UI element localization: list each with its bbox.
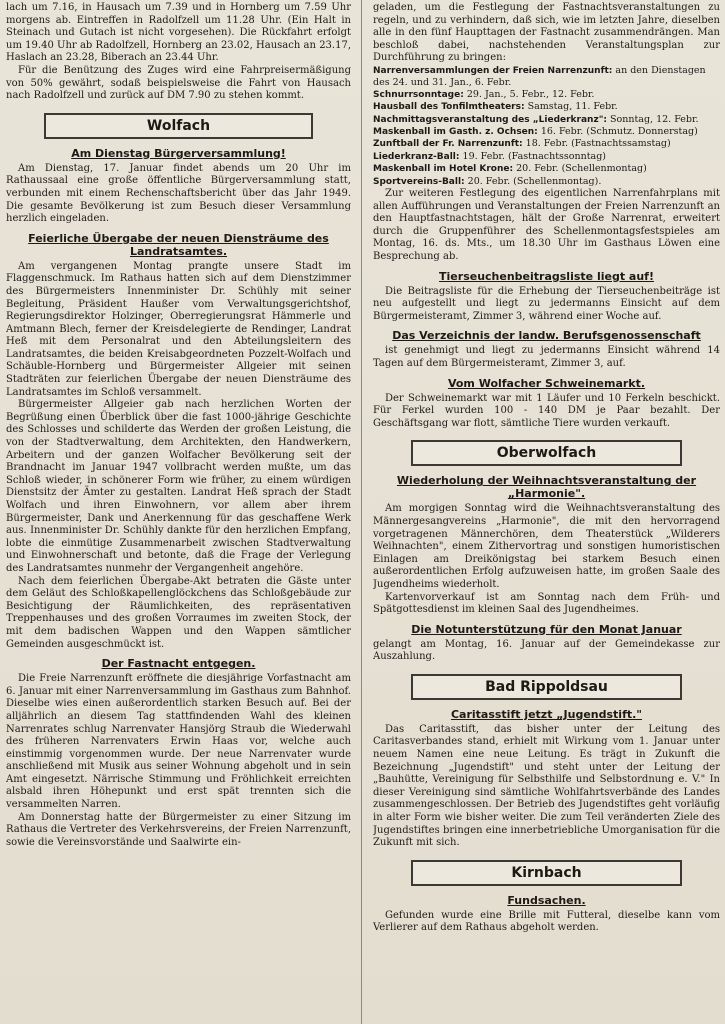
article-landratsamt-1: Am vergangenen Montag prangte unsere Stadt im Flaggenschmuck. Im Rathaus hatten sich auf dem Dienstzimmer des Bürgermeisters Innenminister Dr. Schühly mit seiner Begleitung, Präsident Haußer vom Verwaltungsgerichtshof, Regierungsdirektor Holzinger, Oberregierungsrat Hämmerle und Amtmann Blech, ferner der Kreisdelegierte de Rendinger, Landrat Heß mit dem Personalrat und den Abteilungsleitern des Landratsamtes, die beiden Kreisabgeordneten Pozzelt-Wolfach und Schäuble-Hornberg und Bürgermeister Allgeier mit seinen Stadträten zur feierlichen Übergabe der neuen Diensträume des Landratsamtes im Schloß versammelt.	[6, 260, 351, 398]
event-item: Hausball des Tonfilmtheaters: Samstag, 11. Febr.	[373, 101, 618, 113]
headline-landratsamt: Feierliche Übergabe der neuen Diensträume des Landratsamtes.	[28, 231, 329, 258]
headline-notunterstuetzung: Die Notunterstützung für den Monat Januar	[411, 622, 682, 636]
article-narrenfahrplan: Zur weiteren Festlegung des eigentlichen Narrenfahrplans mit allen Aufführungen und Veranstaltungen der Freien Narrenzunft an den Hauptfastnachtstagen, hält der Große Narrenrat, erweitert durch die Gruppenführer des Schellenmontagsfestspieles am Montag, 16. ds. Mts., um 18.30 Uhr im Gasthaus Löwen eine Besprechung ab.	[373, 188, 720, 262]
headline-buergerversammlung: Am Dienstag Bürgerversammlung!	[71, 146, 286, 160]
section-header-kirnbach: Kirnbach	[411, 860, 682, 886]
event-schedule-list	[373, 65, 720, 188]
event-item: Liederkranz-Ball: 19. Febr. (Fastnachtssonntag)	[373, 150, 606, 162]
train-schedule-text: lach um 7.16, in Hausach um 7.39 und in Hornberg um 7.59 Uhr morgens ab. Eintreffen in Radolfzell um 11.28 Uhr. (Ein Halt in Steinach und Gutach ist nicht vorgesehen). Die Rückfahrt erfolgt um 19.40 Uhr ab Radolfzell, Hornberg an 23.02, Hausach an 23.17, Haslach an 23.28, Biberach an 23.44 Uhr.	[6, 2, 351, 64]
event-item: Schnurrsonntage: 29. Jan., 5. Febr., 12. Febr.	[373, 88, 595, 100]
event-item: Narrenversammlungen der Freien Narrenzunft: an den Dienstagen des 24. und 31. Jan., 6. Febr.	[373, 64, 706, 89]
article-weihnachtsveranstaltung-1: Am morgigen Sonntag wird die Weihnachtsveranstaltung des Männergesangvereins „Harmonie", die mit den hervorragend vorgetragenen Männerchören, dem Theaterstück „Wilderers Weihnachten", einem Zithervortrag und sonstigen humoristischen Einlagen am Dreikönigstag bei starkem Besuch einen außerordentlichen Erfolg aufzuweisen hatte, im großen Saale des Jugendheims wiederholt.	[373, 503, 720, 590]
section-header-wolfach: Wolfach	[44, 113, 313, 139]
event-item: Zunftball der Fr. Narrenzunft: 18. Febr. (Fastnachtssamstag)	[373, 138, 671, 150]
article-tierseuchen: Die Beitragsliste für die Erhebung der Tierseuchenbeiträge ist neu aufgestellt und liegt zu jedermanns Einsicht auf dem Bürgermeisteramt, Zimmer 3, während einer Woche auf.	[373, 285, 720, 322]
section-header-bad-rippoldsau: Bad Rippoldsau	[411, 674, 682, 700]
headline-weihnachtsveranstaltung: Wiederholung der Weihnachtsveranstaltung der „Harmonie".	[396, 474, 697, 501]
headline-tierseuchen: Tierseuchenbeitragsliste liegt auf!	[439, 269, 654, 283]
event-item: Nachmittagsveranstaltung des „Liederkranz": Sonntag, 12. Febr.	[373, 113, 699, 125]
article-landratsamt-2: Bürgermeister Allgeier gab nach herzlichen Worten der Begrüßung einen Überblick über die fast 1000-jährige Geschichte des Schlosses und schilderte das Werden der großen Leistung, die von der Stadtverwaltung, dem Architekten, den Handwerkern, Arbeitern und der ganzen Wolfacher Bevölkerung seit der Brandnacht im Januar 1947 vollbracht werden mußte, um das Schloß wieder, in schönerer Form wie früher, zu einem würdigen Dienstsitz der Ämter zu gestalten. Landrat Heß sprach der Stadt Wolfach und ihren Einwohnern, vor allem aber ihrem Bürgermeister, Dank und Anerkennung für das geschaffene Werk aus. Innenminister Dr. Schühly dankte für den herzlichen Empfang, lobte die einmütige Zusammenarbeit zwischen Stadtverwaltung und Einwohnerschaft und betonte, daß die Frage der Verlegung des Landratsamtes nunmehr der Vergangenheit angehöre.	[6, 399, 351, 574]
article-fastnacht-2: Am Donnerstag hatte der Bürgermeister zu einer Sitzung im Rathaus die Vertreter des Verkehrsvereins, der Freien Narrenzunft, sowie die Vereinsvorstände und Saalwirte ein-	[6, 811, 351, 848]
fare-discount-text: Für die Benützung des Zuges wird eine Fahrpreisermäßigung von 50% gewährt, sodaß beispielsweise die Fahrt von Hausach nach Radolfzell und zurück auf DM 7.90 zu stehen kommt.	[6, 64, 351, 102]
article-fastnacht-continued: geladen, um die Festlegung der Fastnachtsveranstaltungen zu regeln, und zu verhindern, daß sich, wie im letzten Jahre, dieselben alle in den fünf Haupttagen der Fastnacht zusammendrängen. Man beschloß dabei, nachstehenden Veranstaltungsplan zur Durchführung zu bringen:	[373, 2, 720, 64]
event-item: Maskenball im Gasth. z. Ochsen: 16. Febr. (Schmutz. Donnerstag)	[373, 126, 698, 137]
article-landratsamt-3: Nach dem feierlichen Übergabe-Akt betraten die Gäste unter dem Geläut des Schloßkapellenglöckchens das Schloßgebäude zur Besichtigung der Räumlichkeiten, des repräsentativen Treppenhauses und des großen Vorraumes im zweiten Stock, der mit dem badischen Wappen und den Wappen sämtlicher Gemeinden ausgeschmückt ist.	[6, 575, 351, 650]
article-fastnacht-1: Die Freie Narrenzunft eröffnete die diesjährige Vorfastnacht am 6. Januar mit einer Narrenversammlung im Gasthaus zum Bahnhof. Dieselbe wies einen außerordentlich starken Besuch auf. Bei der alljährlich an diesem Tag stattfindenden Wahl des kleinen Narrenrates schlug Narrenvater Hansjörg Straub die Wiederwahl des früheren Narrenvaters Erwin Haas vor, welche auch einstimmig vorgenommen wurde. Der neue Narrenvater wurde anschließend mit Musik aus seiner Wohnung abgeholt und in sein Amt eingesetzt. Närrische Stimmung und Fröhlichkeit erreichten alsbald ihren Höhepunkt und erst spät trennten sich die versammelten Narren.	[6, 673, 351, 811]
article-fundsachen: Gefunden wurde eine Brille mit Futteral, dieselbe kann vom Verlierer auf dem Rathaus abgeholt werden.	[373, 909, 720, 934]
article-notunterstuetzung: gelangt am Montag, 16. Januar auf der Gemeindekasse zur Auszahlung.	[373, 638, 720, 663]
article-buergerversammlung: Am Dienstag, 17. Januar findet abends um 20 Uhr im Rathaussaal eine große öffentliche Bürgerversammlung statt, verbunden mit einem Rechenschaftsbericht über das Jahr 1949. Die gesamte Bevölkerung ist zum Besuch dieser Versammlung herzlich eingeladen.	[6, 162, 351, 225]
event-item: Maskenball im Hotel Krone: 20. Febr. (Schellenmontag)	[373, 163, 647, 175]
headline-berufsgenossenschaft: Das Verzeichnis der landw. Berufsgenossenschaft	[392, 329, 701, 343]
event-item: Sportvereins-Ball: 20. Febr. (Schellenmontag).	[373, 175, 602, 187]
article-caritasstift: Das Caritasstift, das bisher unter der Leitung des Caritasverbandes stand, erhielt mit Wirkung vom 1. Januar unter neuem Namen eine neue Leitung. Es trägt in Zukunft die Bezeichnung „Jugendstift" und steht unter der Leitung der „Bauhütte, Vereinigung für Selbsthilfe und Selbstordnung e. V." In dieser Vereinigung sind sämtliche Wohlfahrtsverbände des Landes zusammengeschlossen. Der Betrieb des Jugendstiftes geht vorläufig in alter Form wie bisher weiter. Die zum Teil veränderten Ziele des Jugendstiftes bringen eine innerbetriebliche Umorganisation für die Zukunft mit sich.	[373, 723, 720, 849]
article-weihnachtsveranstaltung-2: Kartenvorverkauf ist am Sonntag nach dem Früh- und Spätgottesdienst im kleinen Saal des Jugendheimes.	[373, 591, 720, 616]
headline-caritasstift: Caritasstift jetzt „Jugendstift."	[450, 707, 643, 721]
headline-fundsachen: Fundsachen.	[507, 893, 586, 907]
column-divider	[361, 0, 362, 1024]
headline-schweinemarkt: Vom Wolfacher Schweinemarkt.	[447, 376, 646, 390]
headline-fastnacht: Der Fastnacht entgegen.	[101, 657, 256, 671]
right-column	[373, 2, 720, 1022]
article-schweinemarkt: Der Schweinemarkt war mit 1 Läufer und 10 Ferkeln beschickt. Für Ferkel wurden 100 - 140 DM je Paar bezahlt. Der Geschäftsgang war flott, sämtliche Tiere wurden verkauft.	[373, 392, 720, 429]
section-header-oberwolfach: Oberwolfach	[411, 440, 682, 466]
left-column	[6, 2, 351, 1022]
article-berufsgenossenschaft: ist genehmigt und liegt zu jedermanns Einsicht während 14 Tagen auf dem Bürgermeisteramt, Zimmer 3, auf.	[373, 345, 720, 369]
